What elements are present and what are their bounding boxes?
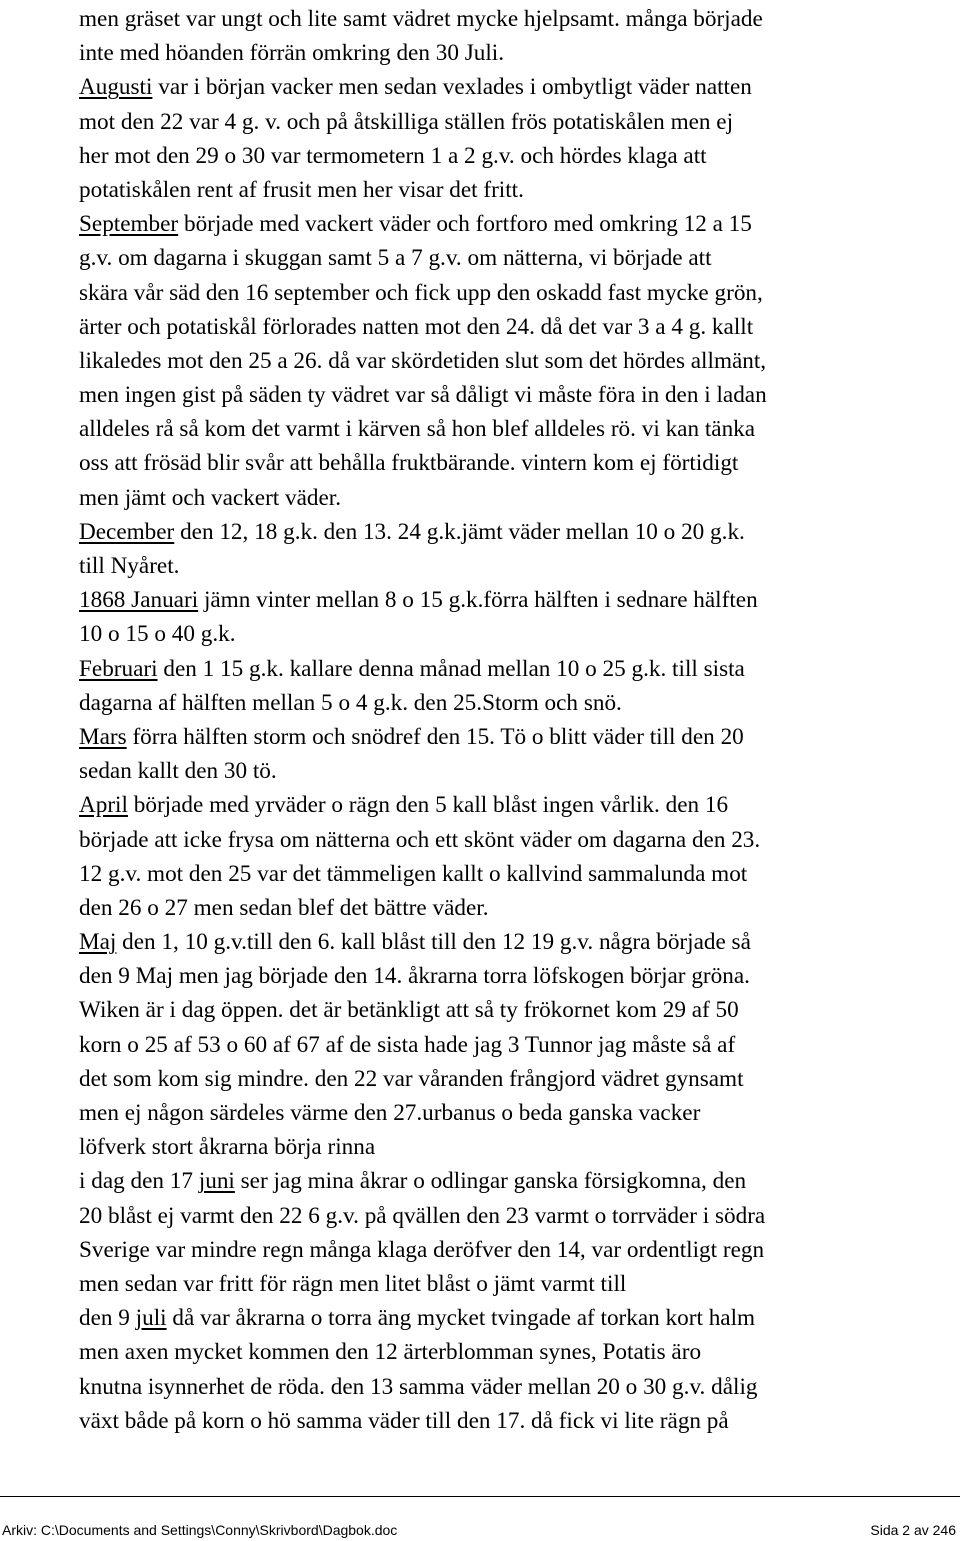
text-line [79,1199,959,1233]
text-segment: i dag den 17 [79,1168,199,1195]
text-segment: 10 o 15 o 40 g.k. [79,621,236,648]
text-segment: jämn vinter mellan 8 o 15 g.k.förra hälften i sednare hälften [198,587,758,614]
underlined-heading: Februari [79,655,158,682]
text-line [79,412,959,446]
text-segment: började med vackert väder och fortforo med omkring 12 a 15 [178,211,752,238]
text-segment: ärter och potatiskål förlorades natten mot den 24. då det var 3 a 4 g. kallt [79,313,754,340]
text-segment: den 1, 10 g.v.till den 6. kall blåst till den 12 19 g.v. några började så [116,929,751,956]
text-line [79,1404,959,1438]
text-segment: den 9 [79,1305,136,1332]
text-segment: potatiskålen rent af frusit men her visar det fritt. [79,176,524,203]
text-line [79,1130,959,1164]
text-line [79,1267,959,1301]
text-line [79,70,959,104]
text-segment: g.v. om dagarna i skuggan samt 5 a 7 g.v. om nätterna, vi började att [79,245,712,272]
text-line [79,276,959,310]
underlined-heading: December [79,518,175,545]
page-number: Sida 2 av 246 [870,1522,956,1538]
text-line [79,686,959,720]
text-line [79,36,959,70]
text-segment: den 12, 18 g.k. den 13. 24 g.k.jämt väder mellan 10 o 20 g.k. [174,518,745,545]
footer-divider [0,1496,960,1497]
text-line [79,105,959,139]
text-line [79,1301,959,1335]
text-segment: 12 g.v. mot den 25 var det tämmeligen kallt o kallvind sammalunda mot [79,860,748,887]
text-line [79,583,959,617]
text-line [79,993,959,1027]
text-line [79,959,959,993]
underlined-heading: 1868 Januari [79,587,199,614]
underlined-heading: juni [198,1168,235,1195]
text-segment: då var åkrarna o torra äng mycket tvingade af torkan kort halm [166,1305,756,1332]
text-line [79,720,959,754]
underlined-heading: Augusti [79,74,153,101]
text-segment: skära vår säd den 16 september och fick upp den oskadd fast mycke grön, [79,279,763,306]
text-segment: Sverige var mindre regn många klaga deröfver den 14, var ordentligt regn [79,1236,765,1263]
text-segment: likaledes mot den 25 a 26. då var skördetiden slut som det hördes allmänt, [79,347,767,374]
text-line [79,2,959,36]
text-segment: knutna isynnerhet de röda. den 13 samma väder mellan 20 o 30 g.v. dålig [79,1373,758,1400]
text-segment: men axen mycket kommen den 12 ärterblomman synes, Potatis äro [79,1339,702,1366]
text-segment: växt både på korn o hö samma väder till den 17. då fick vi lite rägn på [79,1407,729,1434]
document-body [79,2,959,1438]
underlined-heading: Mars [79,723,127,750]
text-segment: löfverk stort åkrarna börja rinna [79,1134,376,1161]
text-line [79,1062,959,1096]
text-segment: sedan kallt den 30 tö. [79,758,277,785]
text-segment: 20 blåst ej varmt den 22 6 g.v. på qvällen den 23 varmt o torrväder i södra [79,1202,766,1229]
text-line [79,857,959,891]
text-line [79,481,959,515]
text-segment: Wiken är i dag öppen. det är betänkligt att så ty frökornet kom 29 af 50 [79,997,739,1024]
text-line [79,925,959,959]
text-line [79,378,959,412]
text-segment: men jämt och vackert väder. [79,484,342,511]
text-segment: inte med höanden förrän omkring den 30 Juli. [79,40,505,67]
text-segment: började med yrväder o rägn den 5 kall blåst ingen vårlik. den 16 [127,792,729,819]
text-line [79,173,959,207]
text-line [79,1164,959,1198]
text-segment: her mot den 29 o 30 var termometern 1 a 2 g.v. och hördes klaga att [79,142,707,169]
text-segment: men sedan var fritt för rägn men litet blåst o jämt varmt till [79,1270,627,1297]
text-line [79,241,959,275]
archive-path: Arkiv: C:\Documents and Settings\Conny\Skrivbord\Dagbok.doc [2,1522,398,1538]
text-line [79,617,959,651]
text-line [79,310,959,344]
text-segment: oss att frösäd blir svår att behålla fruktbärande. vintern kom ej förtidigt [79,450,739,477]
text-segment: var i början vacker men sedan vexlades i ombytligt väder natten [152,74,752,101]
text-segment: förra hälften storm och snödref den 15. Tö o blitt väder till den 20 [126,723,744,750]
underlined-heading: September [79,211,179,238]
text-segment: dagarna af hälften mellan 5 o 4 g.k. den 25.Storm och snö. [79,689,622,716]
underlined-heading: April [79,792,128,819]
text-segment: det som kom sig mindre. den 22 var våranden frångjord vädret gynsamt [79,1065,744,1092]
text-segment: alldeles rå så kom det varmt i kärven så hon blef alldeles rö. vi kan tänka [79,416,756,443]
text-segment: till Nyåret. [79,553,180,579]
text-line [79,788,959,822]
text-segment: den 26 o 27 men sedan blef det bättre väder. [79,894,489,921]
text-segment: började att icke frysa om nätterna och ett skönt väder om dagarna den 23. [79,826,761,853]
text-segment: men gräset var ungt och lite samt vädret mycke hjelpsamt. många började [79,6,763,32]
underlined-heading: Maj [79,929,117,956]
text-line [79,652,959,686]
text-line [79,207,959,241]
text-segment: den 9 Maj men jag började den 14. åkrarna torra löfskogen börjar gröna. [79,963,750,990]
text-line [79,1370,959,1404]
text-line [79,1096,959,1130]
text-line [79,515,959,549]
text-line [79,446,959,480]
underlined-heading: juli [135,1305,167,1332]
text-line [79,549,959,583]
text-segment: korn o 25 af 53 o 60 af 67 af de sista hade jag 3 Tunnor jag måste så af [79,1031,736,1058]
text-line [79,1028,959,1062]
text-line [79,139,959,173]
text-line [79,823,959,857]
text-line [79,1335,959,1369]
text-line [79,754,959,788]
text-line [79,1233,959,1267]
text-segment: men ej någon särdeles värme den 27.urbanus o beda ganska vacker [79,1100,701,1126]
text-line [79,891,959,925]
text-line [79,344,959,378]
page-footer [0,1520,960,1540]
text-segment: mot den 22 var 4 g. v. och på åtskilliga ställen frös potatiskålen men ej [79,108,734,135]
text-segment: men ingen gist på säden ty vädret var så dåligt vi måste föra in den i ladan [79,382,767,409]
text-segment: ser jag mina åkrar o odlingar ganska försigkomna, den [234,1168,747,1195]
text-segment: den 1 15 g.k. kallare denna månad mellan 10 o 25 g.k. till sista [157,655,745,682]
